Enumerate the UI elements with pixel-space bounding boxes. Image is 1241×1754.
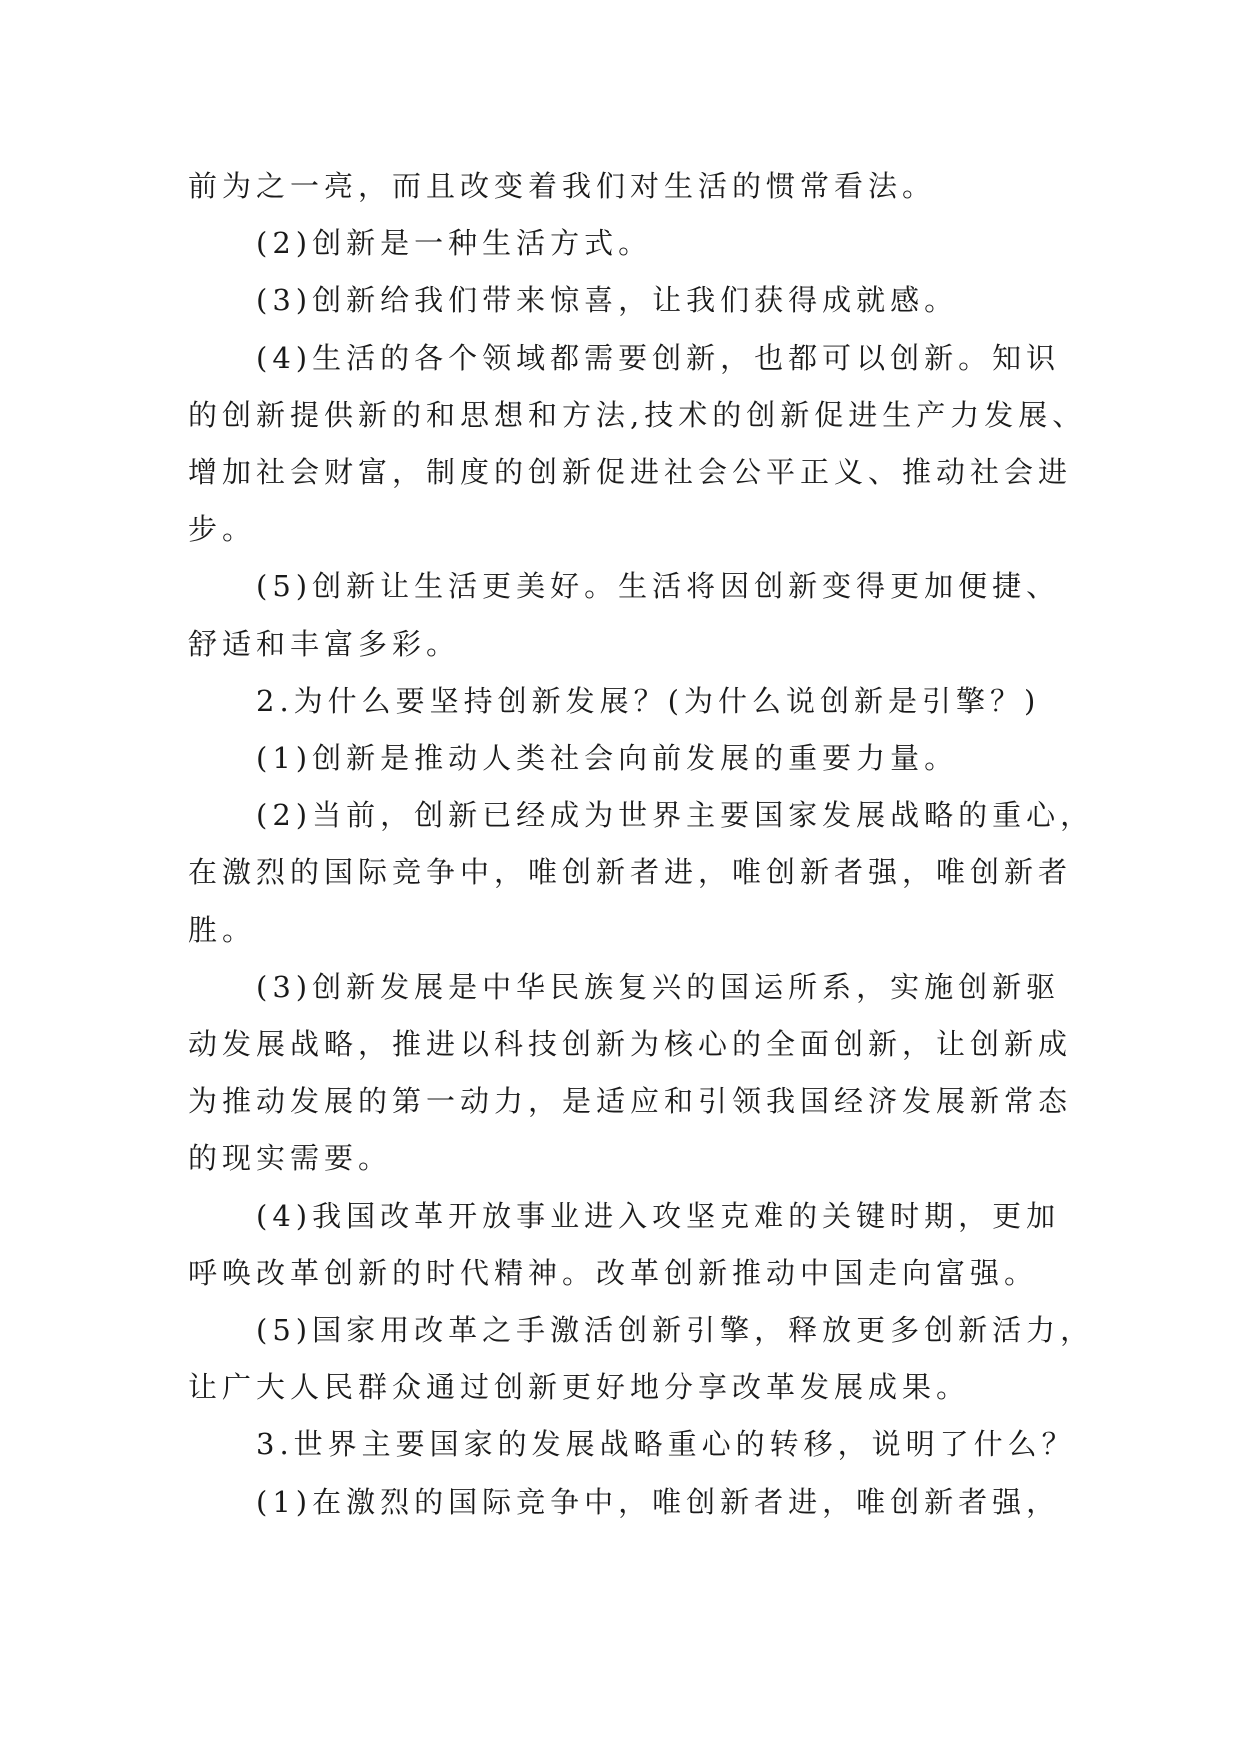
text-line: 前为之一亮，而且改变着我们对生活的惯常看法。 [188, 169, 937, 203]
paragraph [188, 272, 1088, 329]
text-line: (3)创新发展是中华民族复兴的国运所系，实施创新驱 [256, 969, 1061, 1004]
text-line: (1)在激烈的国际竞争中，唯创新者进，唯创新者强， [256, 1484, 1061, 1519]
paragraph [188, 215, 1088, 272]
paragraph [188, 673, 1088, 730]
text-line: 胜。 [188, 912, 257, 947]
paragraph [188, 1302, 1095, 1416]
text-line: (2)创新是一种生活方式。 [256, 226, 653, 261]
text-line: 为推动发展的第一动力，是适应和引领我国经济发展新常态 [188, 1084, 1073, 1119]
text-line: (3)创新给我们带来惊喜，让我们获得成就感。 [256, 283, 959, 318]
text-line: 步。 [188, 512, 257, 547]
paragraph [188, 1474, 1088, 1531]
text-line: (5)国家用改革之手激活创新引擎，释放更多创新活力， [256, 1313, 1095, 1348]
text-line: (4)生活的各个领域都需要创新，也都可以创新。知识 [256, 340, 1061, 375]
text-line: (2)当前，创新已经成为世界主要国家发展战略的重心， [256, 798, 1095, 833]
paragraph [188, 330, 1088, 559]
text-line: (4)我国改革开放事业进入攻坚克难的关键时期，更加 [256, 1198, 1061, 1233]
text-line: 增加社会财富，制度的创新促进社会公平正义、推动社会进 [188, 455, 1073, 490]
paragraph [188, 1416, 1088, 1473]
text-line: 动发展战略，推进以科技创新为核心的全面创新，让创新成 [188, 1027, 1073, 1062]
text-line: 呼唤改革创新的时代精神。改革创新推动中国走向富强。 [188, 1255, 1039, 1290]
paragraph [188, 959, 1088, 1188]
paragraph [188, 158, 1088, 215]
paragraph [188, 730, 1088, 787]
paragraph [188, 1188, 1088, 1302]
text-line: 的创新提供新的和思想和方法,技术的创新促进生产力发展、 [188, 397, 1087, 432]
text-line: 的现实需要。 [188, 1141, 393, 1176]
text-line: 舒适和丰富多彩。 [188, 626, 461, 661]
text-line: 在激烈的国际竞争中，唯创新者进，唯创新者强，唯创新者 [188, 855, 1073, 890]
text-line: 让广大人民群众通过创新更好地分享改革发展成果。 [188, 1370, 971, 1405]
text-line: 3.世界主要国家的发展战略重心的转移，说明了什么？ [256, 1427, 1076, 1462]
paragraph [188, 787, 1095, 959]
text-line: (1)创新是推动人类社会向前发展的重要力量。 [256, 741, 959, 776]
text-line: (5)创新让生活更美好。生活将因创新变得更加便捷、 [256, 569, 1061, 604]
paragraph [188, 558, 1088, 672]
document-body [188, 158, 1095, 1531]
text-line: 2.为什么要坚持创新发展？(为什么说创新是引擎？) [256, 683, 1041, 718]
